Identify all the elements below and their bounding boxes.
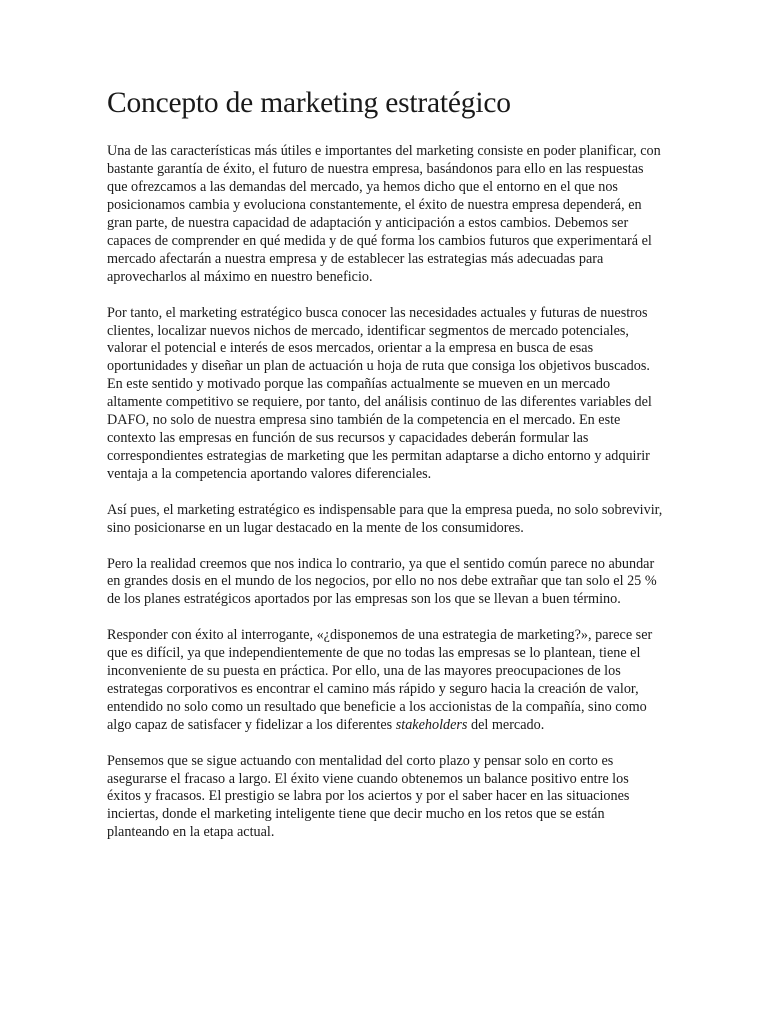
paragraph-5-text-before: Responder con éxito al interrogante, «¿disponemos de una estrategia de marketing?», parece ser que es difícil, ya que independientemente de que no todas las empresas se lo plantean, tiene el inconveniente de su puesta en práctica. Por ello, una de las mayores preocupaciones de los estrategas corporativos es encontrar el camino más rápido y seguro hacia la creación de valor, entendido no solo como un resultado que beneficie a los accionistas de la compañía, sino como algo capaz de satisfacer y fidelizar a los diferentes bbox=[107, 627, 653, 733]
paragraph-4: Pero la realidad creemos que nos indica lo contrario, ya que el sentido común parece no abundar en grandes dosis en el mundo de los negocios, por ello no nos debe extrañar que tan solo el 25 % de los planes estratégicos aportados por las empresas son los que se llevan a buen término. bbox=[107, 555, 657, 608]
paragraph-1: Una de las características más útiles e importantes del marketing consiste en poder planificar, con bastante garantía de éxito, el futuro de nuestra empresa, basándonos para ello en las respuestas que ofrezcamos a las demandas del mercado, ya hemos dicho que el entorno en el que nos posicionamos cambia y evoluciona constantemente, el éxito de nuestra empresa dependerá, en gran parte, de nuestra capacidad de adaptación y anticipación a estos cambios. Debemos ser capaces de comprender en qué medida y de qué forma los cambios futuros que experimentará el mercado afectarán a nuestra empresa y de establecer las estrategias más adecuadas para aprovecharlos al máximo en nuestro beneficio. bbox=[107, 143, 661, 285]
stakeholders-italic: stakeholders bbox=[395, 716, 468, 733]
document-page bbox=[107, 86, 663, 860]
document-title: Concepto de marketing estratégico bbox=[107, 87, 511, 119]
paragraph-2: Por tanto, el marketing estratégico busca conocer las necesidades actuales y futuras de nuestros clientes, localizar nuevos nichos de mercado, identificar segmentos de mercado potenciales, valorar el potencial e interés de esos mercados, orientar a la empresa en busca de esas oportunidades y diseñar un plan de actuación u hoja de ruta que consiga los objetivos buscados. En este sentido y motivado porque las compañías actualmente se mueven en un mercado altamente competitivo se requiere, por tanto, del análisis continuo de las diferentes variables del DAFO, no solo de nuestra empresa sino también de la competencia en el mercado. En este contexto las empresas en función de sus recursos y capacidades deberán formular las correspondientes estrategias de marketing que les permitan adaptarse a dicho entorno y adquirir ventaja a la competencia aportando valores diferenciales. bbox=[107, 304, 652, 482]
paragraph-5-text-after: del mercado. bbox=[467, 716, 545, 733]
paragraph-5 bbox=[107, 627, 663, 734]
paragraph-6: Pensemos que se sigue actuando con mentalidad del corto plazo y pensar solo en corto es asegurarse el fracaso a largo. El éxito viene cuando obtenemos un balance positivo entre los éxitos y fracasos. El prestigio se labra por los aciertos y por el saber hacer en las situaciones inciertas, donde el marketing inteligente tiene que decir mucho en los retos que se están planteando en la etapa actual. bbox=[107, 752, 630, 841]
paragraph-3: Así pues, el marketing estratégico es indispensable para que la empresa pueda, no solo sobrevivir, sino posicionarse en un lugar destacado en la mente de los consumidores. bbox=[107, 501, 663, 536]
